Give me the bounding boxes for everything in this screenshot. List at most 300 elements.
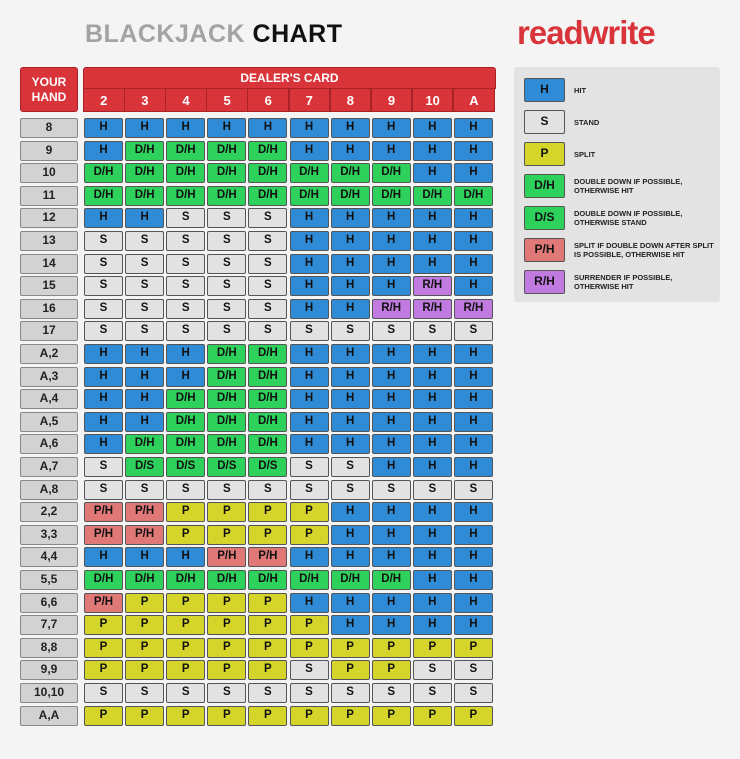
dealer-card-9: 9 (371, 89, 413, 112)
cell-4-4-vs-4: H (166, 547, 205, 567)
hand-label-14: 14 (20, 254, 78, 274)
cell-17-vs-4: S (166, 321, 205, 341)
cell-10-vs-8: D/H (331, 163, 370, 183)
cell-6-6-vs-3: P (125, 593, 164, 613)
cell-a-7-vs-a: H (454, 457, 493, 477)
cell-9-vs-2: H (84, 141, 123, 161)
cell-11-vs-5: D/H (207, 186, 246, 206)
cell-11-vs-9: D/H (372, 186, 411, 206)
hand-label-11: 11 (20, 186, 78, 206)
cell-2-2-vs-8: H (331, 502, 370, 522)
cell-a-7-vs-8: S (331, 457, 370, 477)
cell-7-7-vs-7: P (290, 615, 329, 635)
legend-text: DOUBLE DOWN IF POSSIBLE, OTHERWISE STAND (574, 209, 683, 227)
cell-a-a-vs-a: P (454, 706, 493, 726)
cell-11-vs-10: D/H (413, 186, 452, 206)
chart-title (85, 20, 343, 49)
cell-4-4-vs-a: H (454, 547, 493, 567)
cell-8-vs-9: H (372, 118, 411, 138)
cell-a-a-vs-6: P (248, 706, 287, 726)
cell-a-8-vs-2: S (84, 480, 123, 500)
cell-a-5-vs-2: H (84, 412, 123, 432)
cell-13-vs-2: S (84, 231, 123, 251)
cell-8-8-vs-6: P (248, 638, 287, 658)
dealer-card-2: 2 (83, 89, 125, 112)
cell-a-a-vs-2: P (84, 706, 123, 726)
cell-4-4-vs-7: H (290, 547, 329, 567)
cell-10-10-vs-5: S (207, 683, 246, 703)
hand-label-6-6: 6,6 (20, 593, 78, 613)
cell-2-2-vs-10: H (413, 502, 452, 522)
dealer-card-a: A (453, 89, 495, 112)
cell-13-vs-4: S (166, 231, 205, 251)
legend-item-p-h (524, 238, 714, 264)
cell-a-3-vs-2: H (84, 367, 123, 387)
cell-6-6-vs-a: H (454, 593, 493, 613)
cell-14-vs-4: S (166, 254, 205, 274)
cell-a-6-vs-5: D/H (207, 434, 246, 454)
hand-label-3-3: 3,3 (20, 525, 78, 545)
cell-a-7-vs-7: S (290, 457, 329, 477)
cell-8-vs-6: H (248, 118, 287, 138)
cell-a-2-vs-a: H (454, 344, 493, 364)
cell-10-10-vs-7: S (290, 683, 329, 703)
cell-16-vs-7: H (290, 299, 329, 319)
cell-12-vs-2: H (84, 208, 123, 228)
cell-a-3-vs-6: D/H (248, 367, 287, 387)
cell-9-9-vs-9: P (372, 660, 411, 680)
cell-15-vs-3: S (125, 276, 164, 296)
hand-label-9-9: 9,9 (20, 660, 78, 680)
cell-12-vs-4: S (166, 208, 205, 228)
dealer-card-5: 5 (206, 89, 248, 112)
cell-3-3-vs-9: H (372, 525, 411, 545)
hand-label-a-a: A,A (20, 706, 78, 726)
cell-5-5-vs-a: H (454, 570, 493, 590)
cell-a-2-vs-7: H (290, 344, 329, 364)
cell-17-vs-8: S (331, 321, 370, 341)
dealer-card-3: 3 (124, 89, 166, 112)
cell-9-9-vs-10: S (413, 660, 452, 680)
cell-14-vs-7: H (290, 254, 329, 274)
cell-10-10-vs-3: S (125, 683, 164, 703)
hand-label-a-2: A,2 (20, 344, 78, 364)
legend-swatch: P/H (524, 238, 565, 262)
cell-14-vs-9: H (372, 254, 411, 274)
cell-9-vs-3: D/H (125, 141, 164, 161)
cell-6-6-vs-5: P (207, 593, 246, 613)
cell-a-6-vs-10: H (413, 434, 452, 454)
cell-11-vs-4: D/H (166, 186, 205, 206)
cell-5-5-vs-2: D/H (84, 570, 123, 590)
legend-swatch: H (524, 78, 565, 102)
cell-17-vs-10: S (413, 321, 452, 341)
cell-a-2-vs-8: H (331, 344, 370, 364)
cell-8-vs-4: H (166, 118, 205, 138)
cell-a-6-vs-8: H (331, 434, 370, 454)
cell-a-7-vs-4: D/S (166, 457, 205, 477)
legend-text: DOUBLE DOWN IF POSSIBLE, OTHERWISE HIT (574, 177, 683, 195)
cell-9-9-vs-4: P (166, 660, 205, 680)
cell-16-vs-10: R/H (413, 299, 452, 319)
cell-15-vs-5: S (207, 276, 246, 296)
cell-6-6-vs-6: P (248, 593, 287, 613)
hand-label-5-5: 5,5 (20, 570, 78, 590)
cell-8-vs-10: H (413, 118, 452, 138)
hand-label-2-2: 2,2 (20, 502, 78, 522)
cell-a-6-vs-2: H (84, 434, 123, 454)
cell-3-3-vs-4: P (166, 525, 205, 545)
cell-9-9-vs-2: P (84, 660, 123, 680)
cell-16-vs-4: S (166, 299, 205, 319)
legend-swatch: R/H (524, 270, 565, 294)
cell-a-3-vs-a: H (454, 367, 493, 387)
cell-a-8-vs-10: S (413, 480, 452, 500)
hand-label-8: 8 (20, 118, 78, 138)
hand-label-7-7: 7,7 (20, 615, 78, 635)
cell-3-3-vs-7: P (290, 525, 329, 545)
cell-8-8-vs-2: P (84, 638, 123, 658)
cell-10-10-vs-4: S (166, 683, 205, 703)
cell-4-4-vs-2: H (84, 547, 123, 567)
hand-label-4-4: 4,4 (20, 547, 78, 567)
cell-a-4-vs-8: H (331, 389, 370, 409)
cell-a-8-vs-5: S (207, 480, 246, 500)
cell-10-vs-7: D/H (290, 163, 329, 183)
cell-10-vs-6: D/H (248, 163, 287, 183)
cell-12-vs-a: H (454, 208, 493, 228)
cell-13-vs-10: H (413, 231, 452, 251)
hand-label-17: 17 (20, 321, 78, 341)
cell-11-vs-3: D/H (125, 186, 164, 206)
cell-a-5-vs-8: H (331, 412, 370, 432)
cell-11-vs-7: D/H (290, 186, 329, 206)
hand-label-a-4: A,4 (20, 389, 78, 409)
cell-a-5-vs-5: D/H (207, 412, 246, 432)
cell-2-2-vs-2: P/H (84, 502, 123, 522)
cell-13-vs-8: H (331, 231, 370, 251)
cell-a-4-vs-4: D/H (166, 389, 205, 409)
hand-label-15: 15 (20, 276, 78, 296)
hand-label-a-5: A,5 (20, 412, 78, 432)
legend-text: HIT (574, 85, 587, 95)
cell-a-2-vs-9: H (372, 344, 411, 364)
cell-11-vs-a: D/H (454, 186, 493, 206)
dealer-card-7: 7 (289, 89, 331, 112)
legend-swatch: D/S (524, 206, 565, 230)
cell-3-3-vs-10: H (413, 525, 452, 545)
cell-5-5-vs-4: D/H (166, 570, 205, 590)
cell-5-5-vs-8: D/H (331, 570, 370, 590)
cell-15-vs-6: S (248, 276, 287, 296)
your-hand-header: YOUR HAND (20, 67, 78, 112)
cell-a-6-vs-a: H (454, 434, 493, 454)
cell-9-9-vs-8: P (331, 660, 370, 680)
cell-3-3-vs-3: P/H (125, 525, 164, 545)
cell-10-10-vs-a: S (454, 683, 493, 703)
cell-16-vs-5: S (207, 299, 246, 319)
cell-8-8-vs-a: P (454, 638, 493, 658)
dealers-card-header: DEALER'S CARD (83, 67, 496, 89)
legend-item-h (524, 78, 714, 104)
cell-2-2-vs-6: P (248, 502, 287, 522)
cell-a-2-vs-10: H (413, 344, 452, 364)
cell-4-4-vs-3: H (125, 547, 164, 567)
cell-13-vs-a: H (454, 231, 493, 251)
cell-a-a-vs-4: P (166, 706, 205, 726)
cell-a-7-vs-2: S (84, 457, 123, 477)
cell-a-5-vs-6: D/H (248, 412, 287, 432)
cell-6-6-vs-8: H (331, 593, 370, 613)
cell-9-vs-7: H (290, 141, 329, 161)
legend-swatch: D/H (524, 174, 565, 198)
hand-label-13: 13 (20, 231, 78, 251)
cell-9-vs-9: H (372, 141, 411, 161)
cell-a-2-vs-6: D/H (248, 344, 287, 364)
cell-8-8-vs-10: P (413, 638, 452, 658)
cell-2-2-vs-5: P (207, 502, 246, 522)
hand-label-9: 9 (20, 141, 78, 161)
cell-8-8-vs-8: P (331, 638, 370, 658)
cell-11-vs-6: D/H (248, 186, 287, 206)
cell-16-vs-a: R/H (454, 299, 493, 319)
cell-a-4-vs-5: D/H (207, 389, 246, 409)
cell-12-vs-8: H (331, 208, 370, 228)
cell-7-7-vs-8: H (331, 615, 370, 635)
cell-a-3-vs-3: H (125, 367, 164, 387)
cell-9-9-vs-a: S (454, 660, 493, 680)
cell-9-9-vs-3: P (125, 660, 164, 680)
cell-a-5-vs-7: H (290, 412, 329, 432)
cell-16-vs-9: R/H (372, 299, 411, 319)
title-part1: BLACKJACK (85, 20, 246, 48)
cell-a-3-vs-4: H (166, 367, 205, 387)
cell-11-vs-8: D/H (331, 186, 370, 206)
cell-14-vs-10: H (413, 254, 452, 274)
cell-10-10-vs-2: S (84, 683, 123, 703)
legend-item-s (524, 110, 714, 136)
legend-swatch: P (524, 142, 565, 166)
dealer-card-8: 8 (330, 89, 372, 112)
cell-10-10-vs-10: S (413, 683, 452, 703)
cell-7-7-vs-10: H (413, 615, 452, 635)
cell-a-7-vs-3: D/S (125, 457, 164, 477)
cell-a-8-vs-9: S (372, 480, 411, 500)
cell-10-vs-a: H (454, 163, 493, 183)
cell-a-3-vs-8: H (331, 367, 370, 387)
hand-label-a-6: A,6 (20, 434, 78, 454)
cell-3-3-vs-a: H (454, 525, 493, 545)
hand-label-a-3: A,3 (20, 367, 78, 387)
cell-15-vs-2: S (84, 276, 123, 296)
cell-a-3-vs-5: D/H (207, 367, 246, 387)
cell-4-4-vs-9: H (372, 547, 411, 567)
cell-14-vs-6: S (248, 254, 287, 274)
cell-a-a-vs-8: P (331, 706, 370, 726)
cell-7-7-vs-9: H (372, 615, 411, 635)
dealer-card-6: 6 (247, 89, 289, 112)
hand-label-10: 10 (20, 163, 78, 183)
cell-14-vs-2: S (84, 254, 123, 274)
cell-12-vs-7: H (290, 208, 329, 228)
cell-8-vs-3: H (125, 118, 164, 138)
cell-6-6-vs-9: H (372, 593, 411, 613)
cell-17-vs-5: S (207, 321, 246, 341)
cell-a-4-vs-2: H (84, 389, 123, 409)
cell-8-8-vs-5: P (207, 638, 246, 658)
legend-text: SPLIT IF DOUBLE DOWN AFTER SPLIT IS POSSIBLE, OTHERWISE HIT (574, 241, 714, 259)
cell-a-4-vs-7: H (290, 389, 329, 409)
cell-9-vs-a: H (454, 141, 493, 161)
cell-17-vs-7: S (290, 321, 329, 341)
cell-a-a-vs-10: P (413, 706, 452, 726)
cell-10-10-vs-8: S (331, 683, 370, 703)
cell-10-vs-9: D/H (372, 163, 411, 183)
cell-a-5-vs-4: D/H (166, 412, 205, 432)
cell-4-4-vs-8: H (331, 547, 370, 567)
cell-5-5-vs-5: D/H (207, 570, 246, 590)
cell-a-5-vs-10: H (413, 412, 452, 432)
cell-17-vs-9: S (372, 321, 411, 341)
cell-8-vs-5: H (207, 118, 246, 138)
cell-7-7-vs-2: P (84, 615, 123, 635)
cell-a-7-vs-5: D/S (207, 457, 246, 477)
cell-5-5-vs-6: D/H (248, 570, 287, 590)
cell-17-vs-a: S (454, 321, 493, 341)
cell-a-2-vs-3: H (125, 344, 164, 364)
cell-a-8-vs-7: S (290, 480, 329, 500)
cell-8-8-vs-3: P (125, 638, 164, 658)
cell-16-vs-2: S (84, 299, 123, 319)
cell-8-vs-2: H (84, 118, 123, 138)
dealer-card-10: 10 (412, 89, 454, 112)
cell-8-8-vs-4: P (166, 638, 205, 658)
cell-a-3-vs-9: H (372, 367, 411, 387)
cell-9-9-vs-6: P (248, 660, 287, 680)
cell-5-5-vs-3: D/H (125, 570, 164, 590)
cell-16-vs-6: S (248, 299, 287, 319)
cell-2-2-vs-4: P (166, 502, 205, 522)
cell-a-7-vs-6: D/S (248, 457, 287, 477)
legend-item-r-h (524, 270, 714, 296)
cell-6-6-vs-4: P (166, 593, 205, 613)
cell-7-7-vs-6: P (248, 615, 287, 635)
cell-13-vs-7: H (290, 231, 329, 251)
cell-14-vs-5: S (207, 254, 246, 274)
cell-a-4-vs-10: H (413, 389, 452, 409)
cell-12-vs-10: H (413, 208, 452, 228)
cell-13-vs-5: S (207, 231, 246, 251)
cell-12-vs-3: H (125, 208, 164, 228)
cell-a-a-vs-3: P (125, 706, 164, 726)
cell-10-vs-5: D/H (207, 163, 246, 183)
cell-4-4-vs-6: P/H (248, 547, 287, 567)
cell-12-vs-5: S (207, 208, 246, 228)
dealer-card-4: 4 (165, 89, 207, 112)
cell-7-7-vs-a: H (454, 615, 493, 635)
cell-15-vs-9: H (372, 276, 411, 296)
cell-5-5-vs-7: D/H (290, 570, 329, 590)
cell-3-3-vs-6: P (248, 525, 287, 545)
cell-a-4-vs-9: H (372, 389, 411, 409)
cell-7-7-vs-4: P (166, 615, 205, 635)
cell-2-2-vs-3: P/H (125, 502, 164, 522)
cell-8-vs-8: H (331, 118, 370, 138)
cell-7-7-vs-5: P (207, 615, 246, 635)
cell-13-vs-6: S (248, 231, 287, 251)
cell-9-vs-8: H (331, 141, 370, 161)
cell-4-4-vs-5: P/H (207, 547, 246, 567)
cell-9-vs-5: D/H (207, 141, 246, 161)
cell-14-vs-a: H (454, 254, 493, 274)
cell-10-vs-4: D/H (166, 163, 205, 183)
cell-10-10-vs-6: S (248, 683, 287, 703)
cell-13-vs-3: S (125, 231, 164, 251)
cell-2-2-vs-a: H (454, 502, 493, 522)
cell-12-vs-9: H (372, 208, 411, 228)
legend (514, 67, 720, 302)
cell-9-9-vs-5: P (207, 660, 246, 680)
cell-5-5-vs-10: H (413, 570, 452, 590)
cell-16-vs-8: H (331, 299, 370, 319)
cell-6-6-vs-10: H (413, 593, 452, 613)
cell-a-7-vs-10: H (413, 457, 452, 477)
cell-a-2-vs-4: H (166, 344, 205, 364)
cell-17-vs-2: S (84, 321, 123, 341)
brand-logo: readwrite (517, 14, 655, 51)
cell-10-vs-10: H (413, 163, 452, 183)
cell-a-6-vs-3: D/H (125, 434, 164, 454)
cell-a-8-vs-4: S (166, 480, 205, 500)
cell-17-vs-6: S (248, 321, 287, 341)
cell-a-2-vs-2: H (84, 344, 123, 364)
cell-12-vs-6: S (248, 208, 287, 228)
hand-label-a-8: A,8 (20, 480, 78, 500)
legend-swatch: S (524, 110, 565, 134)
cell-a-4-vs-3: H (125, 389, 164, 409)
cell-9-9-vs-7: S (290, 660, 329, 680)
cell-9-vs-10: H (413, 141, 452, 161)
cell-a-8-vs-3: S (125, 480, 164, 500)
cell-a-3-vs-10: H (413, 367, 452, 387)
cell-a-a-vs-9: P (372, 706, 411, 726)
cell-7-7-vs-3: P (125, 615, 164, 635)
cell-11-vs-2: D/H (84, 186, 123, 206)
cell-15-vs-8: H (331, 276, 370, 296)
cell-a-a-vs-7: P (290, 706, 329, 726)
cell-2-2-vs-9: H (372, 502, 411, 522)
cell-6-6-vs-7: H (290, 593, 329, 613)
cell-16-vs-3: S (125, 299, 164, 319)
cell-10-10-vs-9: S (372, 683, 411, 703)
legend-text: STAND (574, 117, 600, 127)
cell-3-3-vs-5: P (207, 525, 246, 545)
cell-a-4-vs-a: H (454, 389, 493, 409)
legend-text: SPLIT (574, 149, 596, 159)
cell-10-vs-2: D/H (84, 163, 123, 183)
cell-8-vs-7: H (290, 118, 329, 138)
hand-label-a-7: A,7 (20, 457, 78, 477)
cell-5-5-vs-9: D/H (372, 570, 411, 590)
cell-15-vs-10: R/H (413, 276, 452, 296)
legend-text: SURRENDER IF POSSIBLE, OTHERWISE HIT (574, 273, 673, 291)
cell-10-vs-3: D/H (125, 163, 164, 183)
cell-14-vs-3: S (125, 254, 164, 274)
cell-8-8-vs-9: P (372, 638, 411, 658)
hand-label-8-8: 8,8 (20, 638, 78, 658)
hand-label-10-10: 10,10 (20, 683, 78, 703)
cell-a-8-vs-6: S (248, 480, 287, 500)
